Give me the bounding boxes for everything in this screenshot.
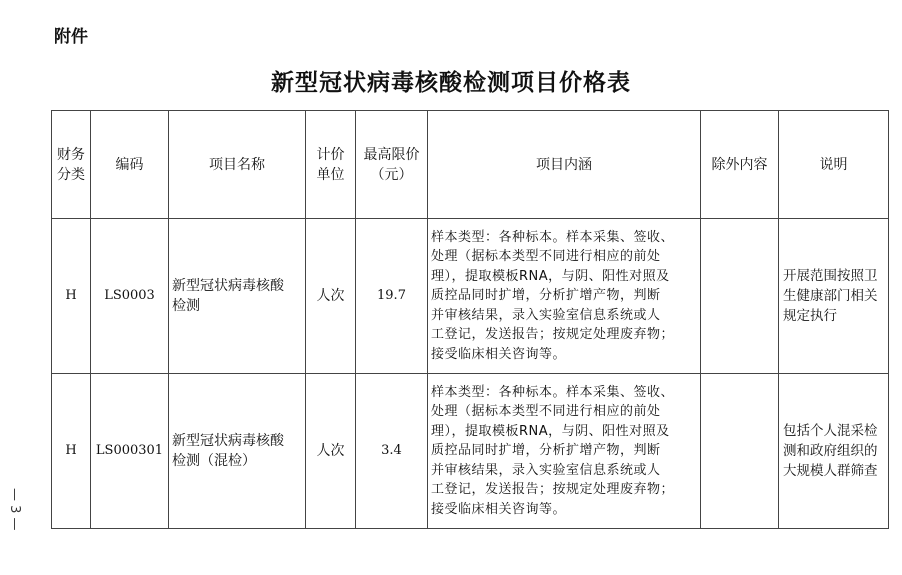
content-line: 理），提取模板RNA，与阴、阳性对照及 xyxy=(431,268,670,284)
cell-category: H xyxy=(52,374,91,529)
header-price-line: （元） xyxy=(370,166,413,183)
name-line: 检测（混检） xyxy=(172,453,256,469)
cell-code: LS000301 xyxy=(91,374,169,529)
header-price-line: 最高限价 xyxy=(363,146,420,163)
header-row xyxy=(52,111,889,219)
header-price xyxy=(356,111,428,219)
cell-unit: 人次 xyxy=(306,374,356,529)
header-category-line: 财务 xyxy=(57,146,85,163)
cell-price: 3.4 xyxy=(356,374,428,529)
cell-exclusions xyxy=(701,374,779,529)
name-line: 新型冠状病毒核酸 xyxy=(172,278,284,294)
cell-exclusions xyxy=(701,219,779,374)
cell-category: H xyxy=(52,219,91,374)
content-line: 理），提取模板RNA，与阴、阳性对照及 xyxy=(431,423,670,439)
header-unit-line: 单位 xyxy=(316,166,345,183)
content-line: 工登记，发送报告；按规定处理废弃物； xyxy=(431,482,675,498)
header-exclusions: 除外内容 xyxy=(701,111,779,219)
content-line: 工登记，发送报告；按规定处理废弃物； xyxy=(431,327,675,343)
content-line: 并审核结果，录入实验室信息系统或人 xyxy=(431,307,661,323)
header-unit-line: 计价 xyxy=(316,146,345,163)
header-content: 项目内涵 xyxy=(428,111,701,219)
content-line: 处理（据标本类型不同进行相应的前处 xyxy=(431,404,661,420)
header-code: 编码 xyxy=(91,111,169,219)
content-line: 质控品同时扩增，分析扩增产物，判断 xyxy=(431,443,661,459)
cell-notes xyxy=(779,219,889,374)
cell-content xyxy=(428,374,701,529)
cell-price: 19.7 xyxy=(356,219,428,374)
cell-code: LS0003 xyxy=(91,219,169,374)
page-number: — 3 — xyxy=(7,488,22,531)
document-title: 新型冠状病毒核酸检测项目价格表 xyxy=(271,69,631,96)
content-line: 处理（据标本类型不同进行相应的前处 xyxy=(431,249,661,265)
notes-line: 规定执行 xyxy=(783,308,837,324)
content-line: 样本类型：各种标本。样本采集、签收、 xyxy=(431,229,675,245)
content-line: 样本类型：各种标本。样本采集、签收、 xyxy=(431,384,675,400)
price-table xyxy=(51,110,889,529)
table-row xyxy=(52,219,889,374)
content-line: 接受临床相关咨询等。 xyxy=(431,501,567,517)
cell-content xyxy=(428,219,701,374)
content-line: 质控品同时扩增，分析扩增产物，判断 xyxy=(431,288,661,304)
name-line: 检测 xyxy=(172,298,200,314)
cell-notes xyxy=(779,374,889,529)
cell-name xyxy=(169,374,306,529)
header-notes: 说明 xyxy=(779,111,889,219)
notes-line: 生健康部门相关 xyxy=(783,288,878,304)
header-name: 项目名称 xyxy=(169,111,306,219)
notes-line: 大规模人群筛查 xyxy=(783,463,878,479)
header-category-line: 分类 xyxy=(57,166,85,183)
content-line: 并审核结果，录入实验室信息系统或人 xyxy=(431,462,661,478)
notes-line: 包括个人混采检 xyxy=(783,423,878,439)
table-row xyxy=(52,374,889,529)
header-category xyxy=(52,111,91,219)
header-unit xyxy=(306,111,356,219)
attachment-label: 附件 xyxy=(54,27,88,47)
notes-line: 开展范围按照卫 xyxy=(783,268,878,284)
cell-name xyxy=(169,219,306,374)
content-line: 接受临床相关咨询等。 xyxy=(431,346,567,362)
cell-unit: 人次 xyxy=(306,219,356,374)
notes-line: 测和政府组织的 xyxy=(783,443,878,459)
name-line: 新型冠状病毒核酸 xyxy=(172,433,284,449)
